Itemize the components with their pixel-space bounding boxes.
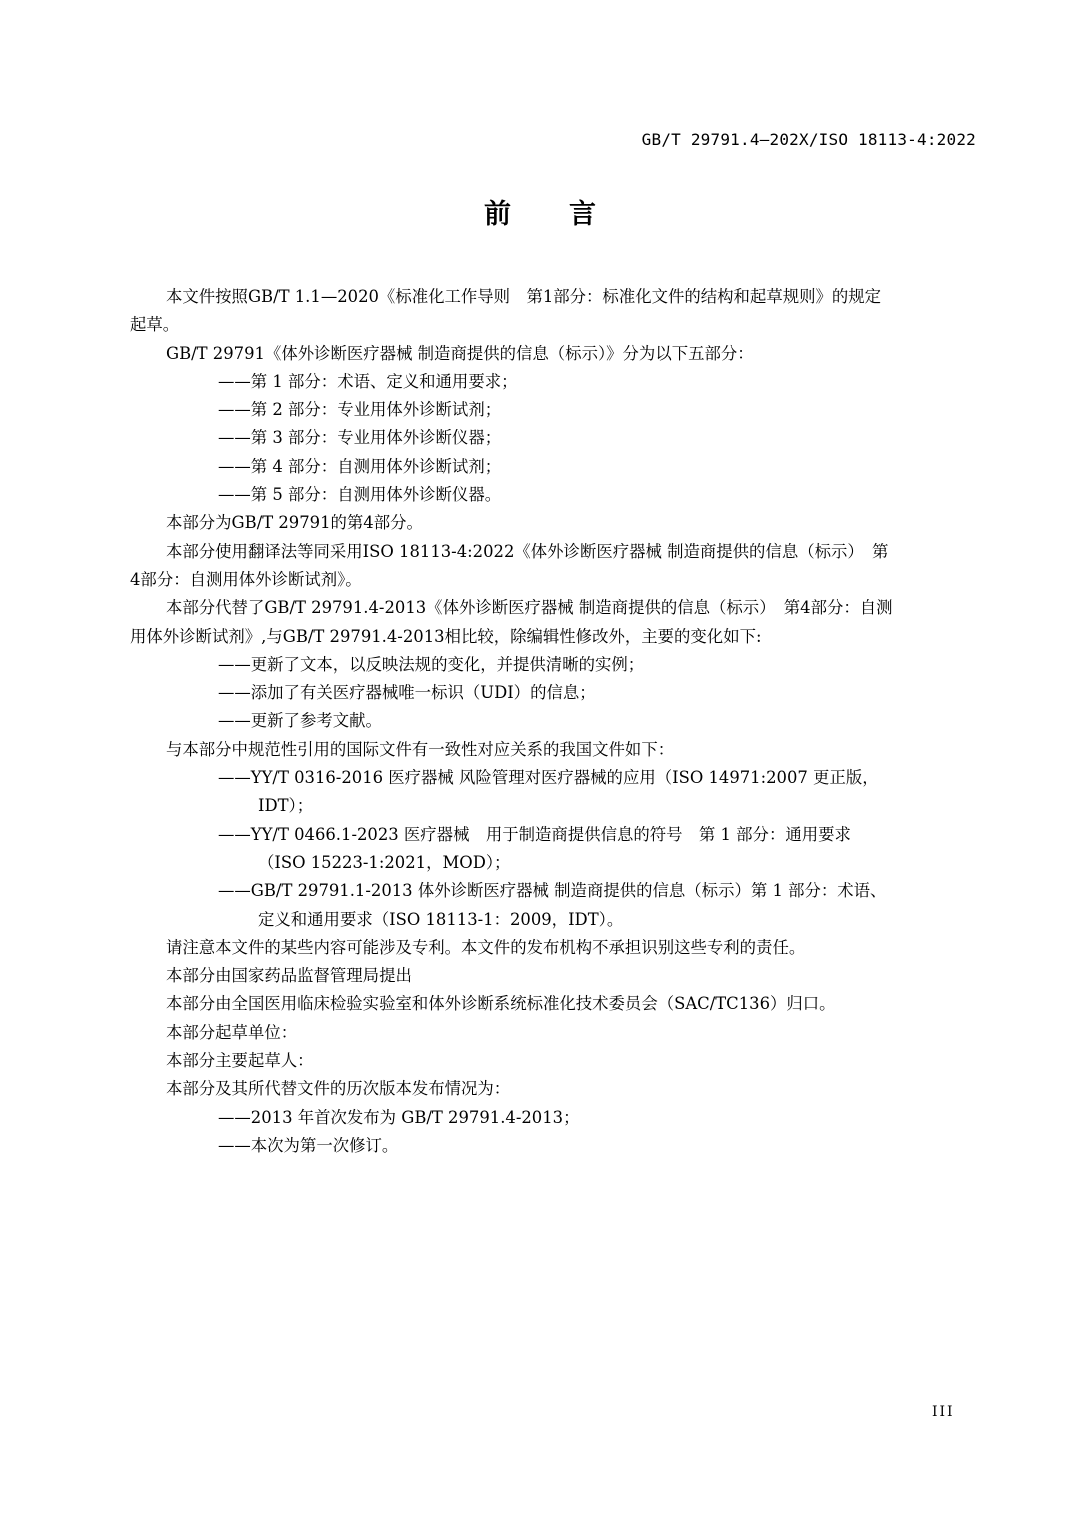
list-item: ——2013 年首次发布为 GB/T 29791.4-2013； xyxy=(218,1107,580,1127)
paragraph-line: 请注意本文件的某些内容可能涉及专利。本文件的发布机构不承担识别这些专利的责任。 xyxy=(166,937,806,957)
paragraph-line: 本部分代替了GB/T 29791.4-2013《体外诊断医疗器械 制造商提供的信息（标示） 第4部分：自测 xyxy=(166,598,893,618)
paragraph-line: 本部分主要起草人： xyxy=(166,1051,314,1071)
list-item: ——YY/T 0316-2016 医疗器械 风险管理对医疗器械的应用（ISO 14971:2007 更正版， xyxy=(218,768,879,788)
paragraph-line: 本部分及其所代替文件的历次版本发布情况为： xyxy=(166,1079,511,1099)
paragraph-line: 用体外诊断试剂》,与GB/T 29791.4-2013相比较，除编辑性修改外，主要的变化如下: xyxy=(130,626,762,646)
foreword-body xyxy=(130,283,976,1160)
paragraph-line: 本部分为GB/T 29791的第4部分。 xyxy=(166,513,423,533)
list-item: ——添加了有关医疗器械唯一标识（UDI）的信息； xyxy=(218,683,596,703)
list-item: ——第 1 部分：术语、定义和通用要求； xyxy=(218,371,518,391)
list-item-continuation: （ISO 15223-1:2021，MOD）； xyxy=(258,852,511,872)
paragraph-line: 本部分由全国医用临床检验实验室和体外诊断系统标准化技术委员会（SAC/TC136）归口。 xyxy=(166,994,836,1014)
list-item: ——本次为第一次修订。 xyxy=(218,1135,399,1155)
page-title: 前言 xyxy=(484,199,654,230)
list-item: ——第 5 部分：自测用体外诊断仪器。 xyxy=(218,485,502,505)
paragraph-line: 起草。 xyxy=(130,315,180,335)
list-item: ——第 4 部分：自测用体外诊断试剂； xyxy=(218,456,502,476)
paragraph-line: 4部分：自测用体外诊断试剂》。 xyxy=(130,569,362,589)
list-item: ——GB/T 29791.1-2013 体外诊断医疗器械 制造商提供的信息（标示）第 1 部分：术语、 xyxy=(218,881,887,901)
list-item: ——第 3 部分：专业用体外诊断仪器； xyxy=(218,428,502,448)
paragraph-line: 本部分由国家药品监督管理局提出 xyxy=(166,966,412,986)
list-item: ——第 2 部分：专业用体外诊断试剂； xyxy=(218,400,502,420)
list-item-continuation: IDT）； xyxy=(258,796,314,816)
list-item: ——更新了文本，以反映法规的变化，并提供清晰的实例； xyxy=(218,654,645,674)
list-item-continuation: 定义和通用要求（ISO 18113-1：2009，IDT）。 xyxy=(258,909,624,929)
paragraph-line: 本部分起草单位： xyxy=(166,1022,298,1042)
page-number: III xyxy=(932,1404,955,1420)
list-item: ——更新了参考文献。 xyxy=(218,711,382,731)
paragraph-line: GB/T 29791《体外诊断医疗器械 制造商提供的信息（标示）》分为以下五部分： xyxy=(166,343,754,363)
paragraph-line: 本文件按照GB/T 1.1—2020《标准化工作导则 第1部分：标准化文件的结构和起草规则》的规定 xyxy=(166,287,882,306)
paragraph-line: 本部分使用翻译法等同采用ISO 18113-4:2022《体外诊断医疗器械 制造商提供的信息（标示） 第 xyxy=(166,541,889,561)
paragraph-line: 与本部分中规范性引用的国际文件有一致性对应关系的我国文件如下： xyxy=(166,739,675,759)
document-id-header: GB/T 29791.4—202X/ISO 18113-4:2022 xyxy=(641,130,976,149)
list-item: ——YY/T 0466.1-2023 医疗器械 用于制造商提供信息的符号 第 1 部分：通用要求 xyxy=(218,824,851,844)
